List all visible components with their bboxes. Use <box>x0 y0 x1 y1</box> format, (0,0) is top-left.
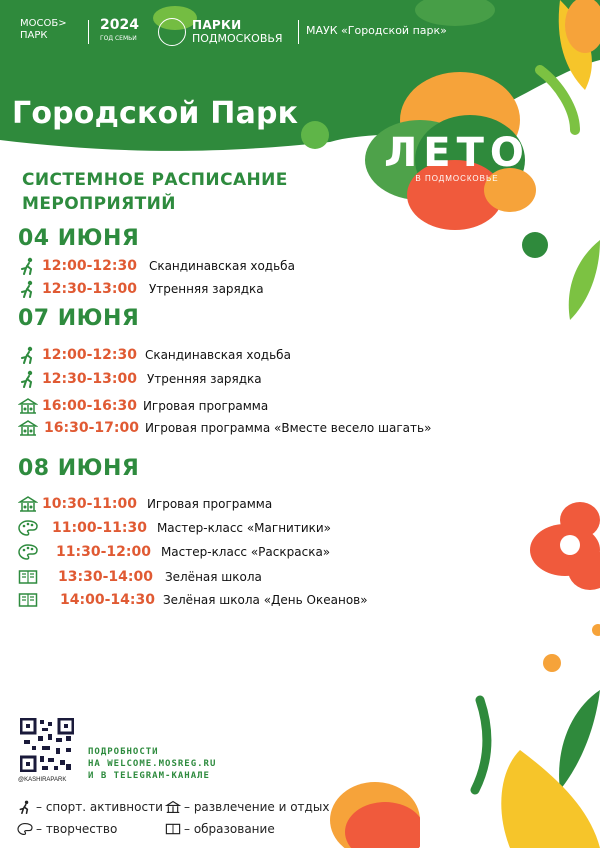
event-name: Игровая программа «Вместе весело шагать» <box>144 421 432 435</box>
logo-parki-line1: ПАРКИ <box>192 18 242 32</box>
sport-icon <box>18 257 38 275</box>
logo-mosobpark[interactable]: МОСОБ> ПАРК <box>20 18 67 41</box>
day-heading: 04 ИЮНЯ <box>18 226 140 251</box>
event-name: Скандинавская ходьба <box>148 259 295 273</box>
book-icon <box>164 822 182 836</box>
day-heading: 07 ИЮНЯ <box>18 306 140 331</box>
event-time: 14:00-14:30 <box>60 592 155 608</box>
qr-label: @KASHIRAPARK <box>18 777 67 783</box>
book-icon <box>18 568 38 586</box>
legend-item <box>16 800 163 814</box>
event-name: Зелёная школа «День Океанов» <box>162 593 368 607</box>
event-row <box>18 590 368 610</box>
event-name: Мастер-класс «Магнитики» <box>156 521 332 535</box>
legend-text: – образование <box>184 822 275 836</box>
logo-year-of-family[interactable] <box>100 18 140 46</box>
qr-code[interactable] <box>20 718 74 772</box>
event-row <box>18 494 272 514</box>
decor-flowers-bottom <box>420 490 600 848</box>
more-info <box>88 746 216 782</box>
decor-flowers-bottom-left <box>330 770 420 848</box>
event-row <box>18 345 291 365</box>
event-time: 12:30-13:00 <box>42 371 137 387</box>
schedule-subtitle <box>22 168 322 216</box>
legend-text: – творчество <box>36 822 118 836</box>
legend-item <box>164 822 275 836</box>
palette-icon <box>18 519 38 537</box>
palette-icon <box>18 543 38 561</box>
palette-icon <box>16 822 34 836</box>
legend-text: – спорт. активности <box>36 800 163 814</box>
event-time: 11:00-11:30 <box>52 520 147 536</box>
event-name: Скандинавская ходьба <box>144 348 291 362</box>
sport-icon <box>18 280 38 298</box>
logo-divider <box>298 20 299 44</box>
logo-divider <box>88 20 89 44</box>
subtitle-line2: МЕРОПРИЯТИЙ <box>22 194 176 214</box>
event-time: 16:30-17:00 <box>44 420 139 436</box>
org-name: МАУК «Городской парк» <box>306 24 447 37</box>
event-name: Утренняя зарядка <box>146 372 262 386</box>
legend-text: – развлечение и отдых <box>184 800 330 814</box>
event-row <box>18 518 331 538</box>
book-icon <box>18 591 38 609</box>
event-time: 12:00-12:30 <box>42 258 137 274</box>
logo-2024-sub: ГОД СЕМЬИ <box>100 35 137 42</box>
event-row <box>18 542 330 562</box>
event-time: 13:30-14:00 <box>58 569 153 585</box>
summer-logo-sub: В ПОДМОСКОВЬЕ <box>415 174 499 183</box>
event-time: 11:30-12:00 <box>56 544 151 560</box>
subtitle-line1: СИСТЕМНОЕ РАСПИСАНИЕ <box>22 170 288 190</box>
day-heading: 08 ИЮНЯ <box>18 456 140 481</box>
sport-icon <box>16 800 34 814</box>
sport-icon <box>18 346 38 364</box>
legend-item <box>164 800 329 814</box>
leaf-icon <box>158 18 186 46</box>
event-name: Мастер-класс «Раскраска» <box>160 545 331 559</box>
event-row <box>18 418 431 438</box>
event-name: Зелёная школа <box>164 570 262 584</box>
carousel-icon <box>164 800 182 814</box>
more-info-line3: И В TELEGRAM-КАНАЛЕ <box>88 771 210 781</box>
summer-logo <box>372 132 542 183</box>
logo-2024-year: 2024 <box>100 17 139 33</box>
carousel-icon <box>18 397 38 415</box>
more-info-line2[interactable]: НА WELCOME.MOSREG.RU <box>88 759 217 769</box>
event-row <box>18 369 262 389</box>
carousel-icon <box>18 419 38 437</box>
event-name: Утренняя зарядка <box>148 282 264 296</box>
event-time: 12:30-13:00 <box>42 281 137 297</box>
event-time: 10:30-11:00 <box>42 496 137 512</box>
more-info-line1: ПОДРОБНОСТИ <box>88 747 159 757</box>
event-row <box>18 279 264 299</box>
event-row <box>18 567 262 587</box>
logo-parki-line2: ПОДМОСКОВЬЯ <box>192 32 283 45</box>
event-name: Игровая программа <box>142 399 269 413</box>
event-row <box>18 256 295 276</box>
carousel-icon <box>18 495 38 513</box>
sport-icon <box>18 370 38 388</box>
event-name: Игровая программа <box>146 497 273 511</box>
event-time: 16:00-16:30 <box>42 398 137 414</box>
legend-item <box>16 822 117 836</box>
event-time: 12:00-12:30 <box>42 347 137 363</box>
summer-logo-title: ЛЕТО <box>384 130 530 176</box>
page-title: Городской Парк <box>12 96 299 131</box>
event-row <box>18 396 268 416</box>
